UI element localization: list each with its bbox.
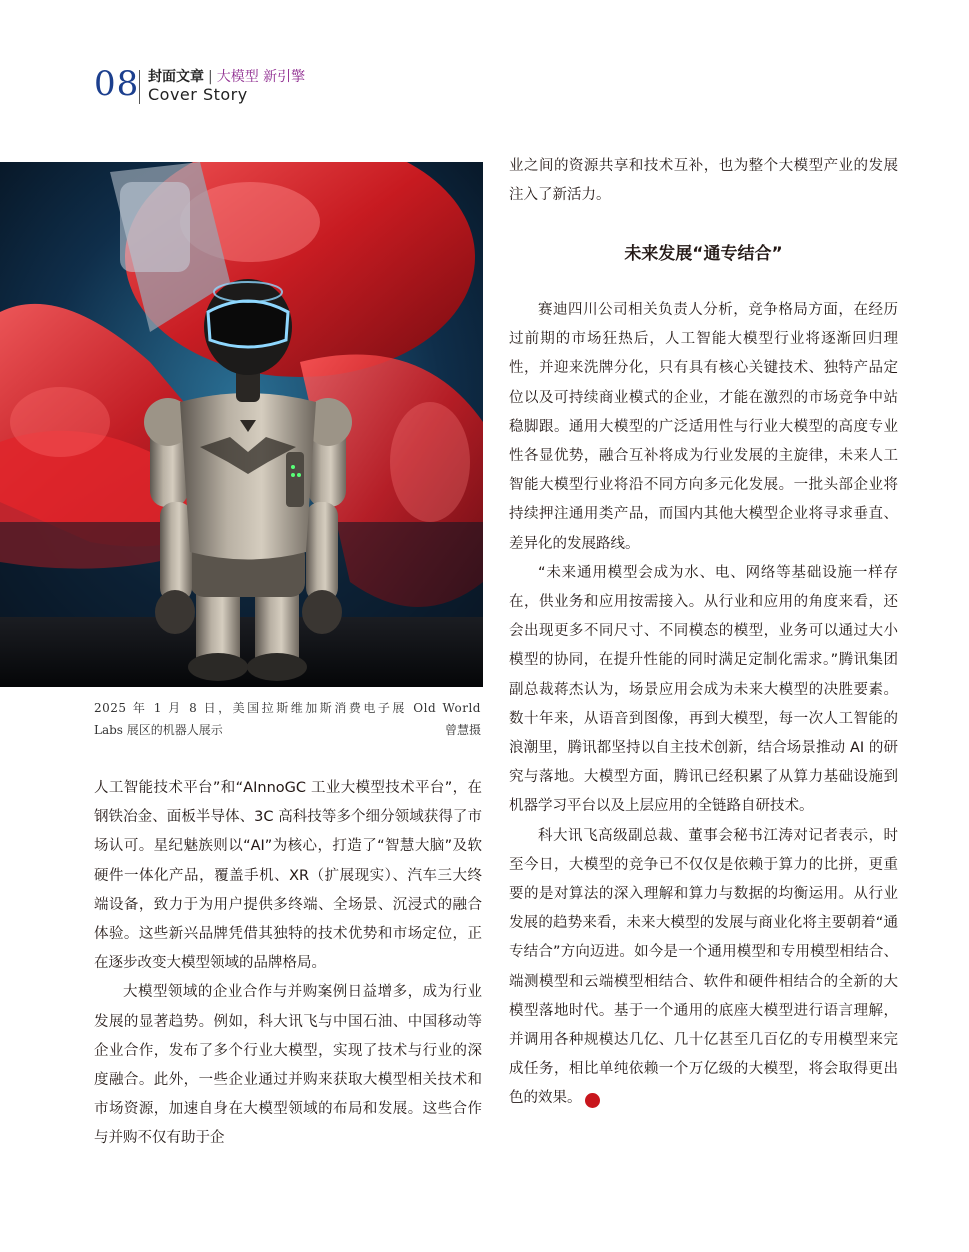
header-divider [139, 70, 140, 104]
section-label: 封面文章 [148, 69, 204, 85]
section-subtitle: Cover Story [148, 85, 248, 104]
paragraph-text: 科大讯飞高级副总裁、董事会秘书江涛对记者表示，时至今日，大模型的竞争已不仅仅是依赖于算力的比拼，更重要的是对算法的深入理解和算力与数据的均衡运用。从行业发展的趋势来看，未来大模型的发展与商业化将主要朝着“通专结合”方向迈进。如今是一个通用模型和专用模型相结合、端测模型和云端模型相结合、软件和硬件相结合的全新的大模型落地时代。基于一个通用的底座大模型进行语言理解，并调用各种规模达几亿、几十亿甚至几百亿的专用模型来完成任务，相比单纯依赖一个万亿级的大模型，将会取得更出色的效果。 [509, 827, 898, 1107]
right-column [509, 296, 898, 1114]
robot-illustration [0, 162, 483, 687]
article-photo [0, 162, 483, 687]
section-title [148, 68, 305, 86]
right-column-continuation [509, 152, 898, 210]
section-separator: | [208, 69, 213, 85]
caption-line-2 [94, 719, 481, 741]
section-subheading: 未来发展“通专结合” [624, 244, 783, 264]
paragraph: 业之间的资源共享和技术互补，也为整个大模型产业的发展注入了新活力。 [509, 158, 898, 204]
photo-credit: 曾慧摄 [444, 723, 481, 737]
page-number: 08 [94, 64, 140, 104]
paragraph: “未来通用模型会成为水、电、网络等基础设施一样存在，供业务和应用按需接入。从行业和应用的角度来看，还会出现更多不同尺寸、不同模态的模型，业务可以通过大小模型的协同，在提升性能的同时满足定制化需求。”腾讯集团副总裁蒋杰认为，场景应用会成为未来大模型的决胜要素。数十年来，从语音到图像，再到大模型，每一次人工智能的浪潮里，腾讯都坚持以自主技术创新，结合场景推动 AI 的研究与落地。大模型方面，腾讯已经积累了从算力基础设施到机器学习平台以及上层应用的全链路自研技术。 [509, 564, 898, 815]
paragraph: 大模型领域的企业合作与并购案例日益增多，成为行业发展的显著趋势。例如，科大讯飞与中国石油、中国移动等企业合作，发布了多个行业大模型，实现了技术与行业的深度融合。此外，一些企业通过并购来获取大模型相关技术和市场资源，加速自身在大模型领域的布局和发展。这些合作与并购不仅有助于企 [94, 984, 482, 1147]
paragraph-last [509, 822, 898, 1114]
paragraph: 人工智能技术平台”和“AInnoGC 工业大模型技术平台”，在钢铁冶金、面板半导体、3C 高科技等多个细分领域获得了市场认可。星纪魅族则以“AI”为核心，打造了“智慧大脑”及软硬件一体化产品，覆盖手机、XR（扩展现实）、汽车三大终端设备，致力于为用户提供多终端、全场景、沉浸式的融合体验。这些新兴品牌凭借其独特的技术优势和市场定位，正在逐步改变大模型领域的品牌格局。 [94, 780, 482, 972]
caption-line-1: 2025 年 1 月 8 日，美国拉斯维加斯消费电子展 Old World [94, 701, 481, 715]
paragraph: 赛迪四川公司相关负责人分析，竞争格局方面，在经历过前期的市场狂热后，人工智能大模型行业将逐渐回归理性，并迎来洗牌分化，只有具有核心关键技术、独特产品定位以及可持续商业模式的企业，才能在激烈的市场竞争中站稳脚跟。通用大模型的广泛适用性与行业大模型的高度专业性各显优势，融合互补将成为行业发展的主旋律，未来人工智能大模型行业将沿不同方向多元化发展。一批头部企业将持续押注通用类产品，而国内其他大模型企业将寻求垂直、差异化的发展路线。 [509, 302, 898, 552]
caption-text: Labs 展区的机器人展示 [94, 723, 223, 737]
photo-caption [94, 697, 481, 741]
left-column [94, 774, 482, 1154]
section-tag: 大模型 新引擎 [216, 69, 306, 85]
article-end-icon: I [585, 1093, 600, 1108]
